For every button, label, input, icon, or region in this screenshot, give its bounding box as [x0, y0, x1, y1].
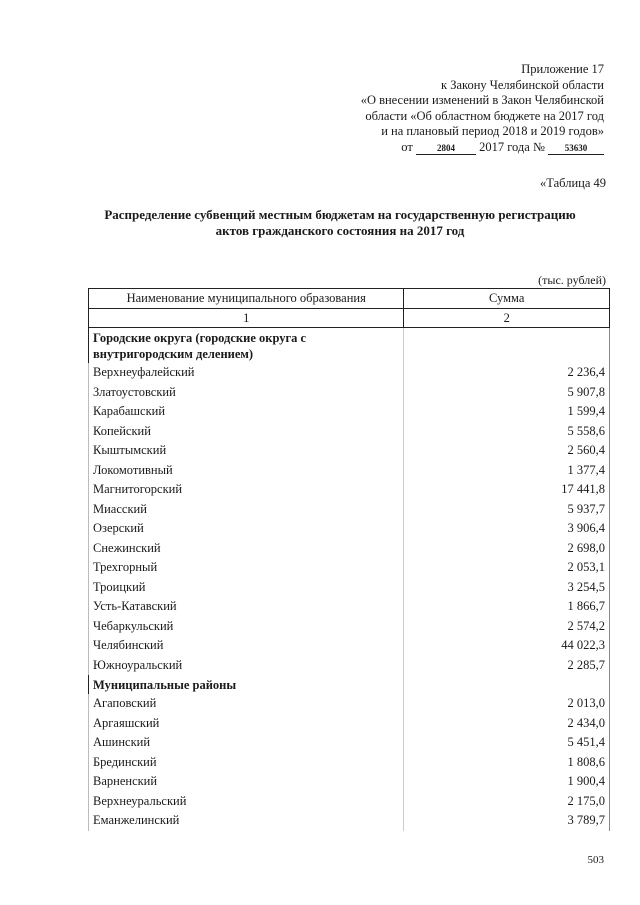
law-title-line-1: «О внесении изменений в Закон Челябинской	[360, 93, 604, 107]
law-number: 53630	[548, 142, 604, 155]
section-title: Городские округа (городские округа с внутригородским делением)	[89, 328, 404, 364]
table-row	[89, 733, 610, 753]
subvention-amount: 1 808,6	[404, 753, 610, 773]
page-number: 503	[587, 854, 604, 866]
section-row	[89, 675, 610, 694]
subvention-amount: 2 175,0	[404, 792, 610, 812]
subvention-amount: 1 599,4	[404, 402, 610, 422]
municipality-name: Трехгорный	[89, 558, 404, 578]
table-row	[89, 772, 610, 792]
units-label: (тыс. рублей)	[538, 273, 606, 287]
subvention-amount: 3 906,4	[404, 519, 610, 539]
subvention-amount: 2 434,0	[404, 714, 610, 734]
table-row	[89, 480, 610, 500]
table-row	[89, 422, 610, 442]
table-header-row	[89, 289, 610, 309]
date-year: 2017 года №	[479, 139, 545, 154]
subvention-amount: 2 013,0	[404, 694, 610, 714]
municipality-name: Варненский	[89, 772, 404, 792]
appendix-header	[361, 62, 604, 155]
table-row	[89, 402, 610, 422]
section-row	[89, 328, 610, 364]
table-row	[89, 461, 610, 481]
table-row	[89, 636, 610, 656]
date-prefix: от	[401, 139, 413, 154]
municipality-name: Магнитогорский	[89, 480, 404, 500]
municipality-name: Верхнеуфалейский	[89, 363, 404, 383]
column-number-row	[89, 309, 610, 328]
table-row	[89, 539, 610, 559]
municipality-name: Локомотивный	[89, 461, 404, 481]
subvention-amount: 1 866,7	[404, 597, 610, 617]
municipality-name: Миасский	[89, 500, 404, 520]
section-amount-cell	[404, 675, 610, 694]
table-row	[89, 694, 610, 714]
subvention-amount: 3 254,5	[404, 578, 610, 598]
table-row	[89, 792, 610, 812]
subvention-amount: 2 574,2	[404, 617, 610, 637]
law-reference: к Закону Челябинской области	[441, 77, 604, 92]
title-line-1: Распределение субвенций местным бюджетам на государственную регистрацию	[104, 207, 576, 222]
municipality-name: Озерский	[89, 519, 404, 539]
column-header-amount: Сумма	[404, 289, 610, 309]
subvention-amount: 5 451,4	[404, 733, 610, 753]
subvention-amount: 3 789,7	[404, 811, 610, 831]
law-title-line-3: и на плановый период 2018 и 2019 годов»	[381, 124, 604, 138]
column-header-name: Наименование муниципального образования	[89, 289, 404, 309]
subvention-amount: 17 441,8	[404, 480, 610, 500]
municipality-name: Челябинский	[89, 636, 404, 656]
municipality-name: Ашинский	[89, 733, 404, 753]
table-row	[89, 441, 610, 461]
municipality-name: Аргаяшский	[89, 714, 404, 734]
subvention-amount: 1 377,4	[404, 461, 610, 481]
municipality-name: Верхнеуральский	[89, 792, 404, 812]
subvention-table	[88, 288, 610, 831]
column-number-2: 2	[404, 309, 610, 328]
municipality-name: Южноуральский	[89, 656, 404, 676]
subvention-amount: 1 900,4	[404, 772, 610, 792]
table-row	[89, 617, 610, 637]
subvention-amount: 2 285,7	[404, 656, 610, 676]
table-row	[89, 578, 610, 598]
title-line-2: актов гражданского состояния на 2017 год	[215, 223, 465, 238]
section-title: Муниципальные районы	[89, 675, 404, 694]
municipality-name: Троицкий	[89, 578, 404, 598]
table-row	[89, 519, 610, 539]
subvention-amount: 2 698,0	[404, 539, 610, 559]
date-value: 2804	[416, 142, 476, 155]
subvention-amount: 5 907,8	[404, 383, 610, 403]
municipality-name: Еманжелинский	[89, 811, 404, 831]
municipality-name: Копейский	[89, 422, 404, 442]
table-row	[89, 597, 610, 617]
subvention-amount: 2 236,4	[404, 363, 610, 383]
table-row	[89, 558, 610, 578]
table-row	[89, 753, 610, 773]
table-row	[89, 714, 610, 734]
municipality-name: Брединский	[89, 753, 404, 773]
subvention-amount: 2 053,1	[404, 558, 610, 578]
law-date-line	[361, 140, 604, 156]
municipality-name: Снежинский	[89, 539, 404, 559]
section-amount-cell	[404, 328, 610, 364]
municipality-name: Карабашский	[89, 402, 404, 422]
municipality-name: Чебаркульский	[89, 617, 404, 637]
subvention-amount: 5 937,7	[404, 500, 610, 520]
subvention-amount: 44 022,3	[404, 636, 610, 656]
table-row	[89, 656, 610, 676]
table-row	[89, 383, 610, 403]
subvention-amount: 5 558,6	[404, 422, 610, 442]
table-row	[89, 811, 610, 831]
municipality-name: Усть-Катавский	[89, 597, 404, 617]
document-title	[70, 207, 610, 239]
table-row	[89, 363, 610, 383]
appendix-number: Приложение 17	[521, 62, 604, 76]
municipality-name: Кыштымский	[89, 441, 404, 461]
municipality-name: Агаповский	[89, 694, 404, 714]
subvention-amount: 2 560,4	[404, 441, 610, 461]
table-row	[89, 500, 610, 520]
table-label: «Таблица 49	[540, 176, 606, 190]
law-title-line-2: области «Об областном бюджете на 2017 год	[365, 108, 604, 123]
municipality-name: Златоустовский	[89, 383, 404, 403]
column-number-1: 1	[89, 309, 404, 328]
